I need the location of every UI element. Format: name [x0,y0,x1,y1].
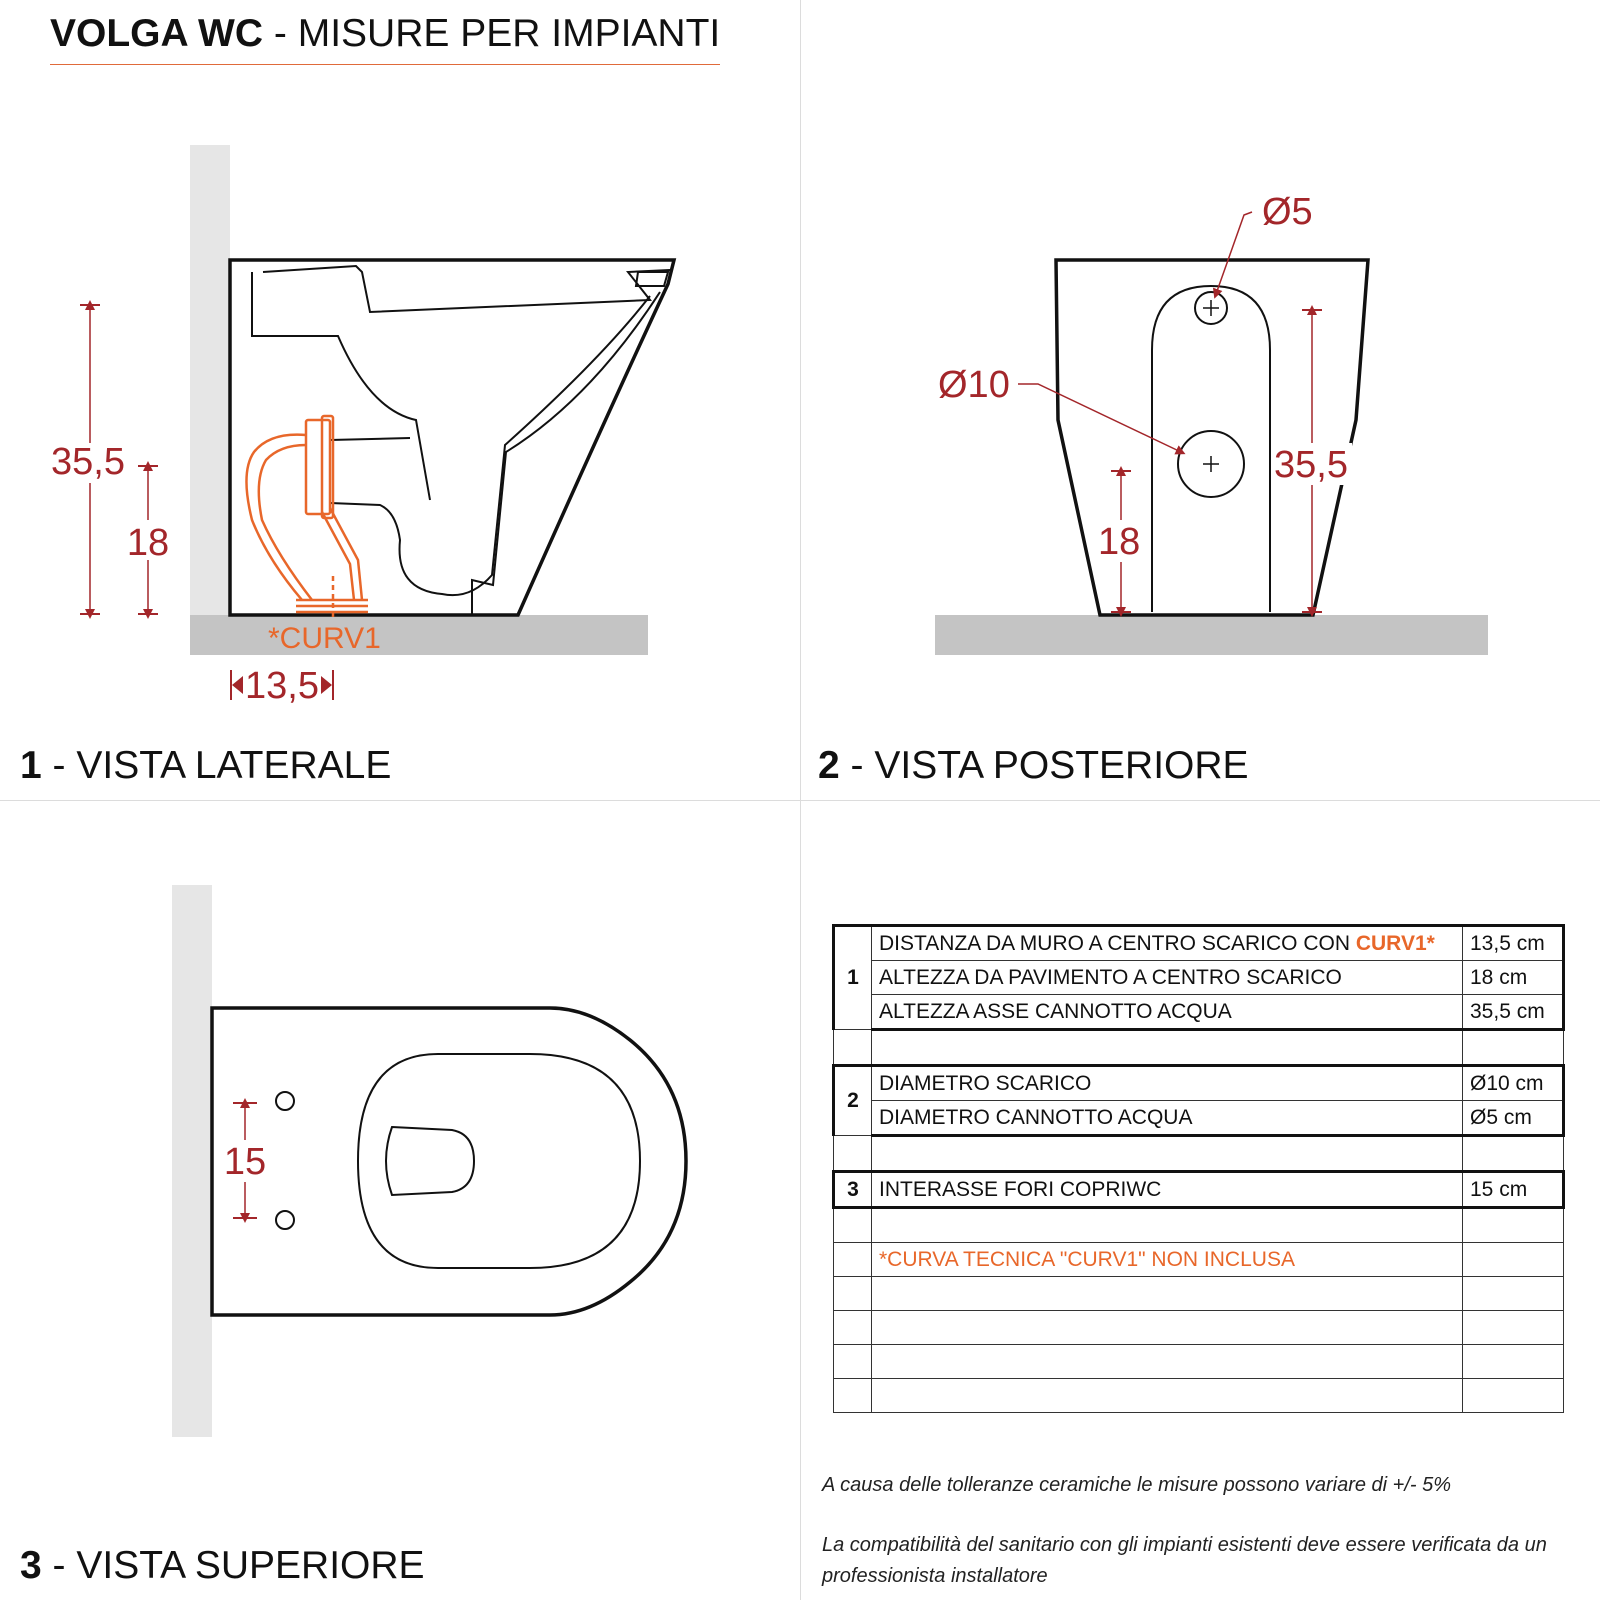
seat-hole-top [276,1092,294,1110]
table-row-empty [834,1136,1564,1172]
table-row [834,961,1564,995]
supply-height-label: 35,5 [51,441,125,483]
rear-supply-height-label: 35,5 [1274,444,1348,486]
supply-diameter-label: Ø5 [1262,191,1313,233]
row-description: INTERASSE FORI COPRIWC [872,1172,1463,1208]
curv1-tag: *CURV1 [268,622,381,655]
product-name: VOLGA WC [50,12,264,55]
row-value: Ø5 cm [1463,1101,1564,1136]
table-row-empty [834,1345,1564,1379]
wall [190,145,230,655]
table-row [834,1066,1564,1101]
compatibility-note: La compatibilità del sanitario con gli impianti esistenti deve essere verificata da un professionista installatore [822,1534,1547,1587]
bowl-drain [386,1127,474,1195]
table-row [834,1243,1564,1277]
view-title-rear: 2 - VISTA POSTERIORE [818,744,1249,787]
row-value: 18 cm [1463,961,1564,995]
table-row [834,1172,1564,1208]
row-value: Ø10 cm [1463,1066,1564,1101]
spec-table [832,924,1565,1413]
wc-side-outline [230,260,674,615]
group-number: 1 [834,926,872,1030]
table-row-empty [834,1030,1564,1066]
floor [935,615,1488,655]
table-row [834,995,1564,1030]
drain-height-label: 18 [126,522,170,564]
view-title-side: 1 - VISTA LATERALE [20,744,392,787]
wall [172,885,212,1437]
rear-channel [1152,286,1270,612]
horizontal-divider [0,800,1600,801]
row-value: 13,5 cm [1463,926,1564,961]
table-row [834,1101,1564,1136]
curv1-highlight: CURV1* [1355,931,1435,955]
row-value: 35,5 cm [1463,995,1564,1030]
floor [190,615,648,655]
rear-drain-height-label: 18 [1098,521,1141,563]
row-description: DIAMETRO CANNOTTO ACQUA [872,1101,1463,1136]
row-description: DISTANZA DA MURO A CENTRO SCARICO CON CURV1* [872,926,1463,961]
rear-view-drawing [800,0,1600,720]
row-description: ALTEZZA DA PAVIMENTO A CENTRO SCARICO [872,961,1463,995]
side-view-drawing [0,0,800,720]
row-description: DIAMETRO SCARICO [872,1066,1463,1101]
curv1-pipe [246,416,368,618]
title-rest: - MISURE PER IMPIANTI [263,12,721,55]
bowl-rim [358,1054,640,1268]
tolerance-note: A causa delle tolleranze ceramiche le misure possono variare di +/- 5% [822,1474,1452,1496]
table-row-empty [834,1311,1564,1345]
top-view-drawing [0,850,800,1450]
curv1-note: *CURVA TECNICA "CURV1" NON INCLUSA [872,1243,1463,1277]
table-row-empty [834,1277,1564,1311]
table-row-empty [834,1208,1564,1243]
table-row-empty [834,1379,1564,1413]
view-title-top: 3 - VISTA SUPERIORE [20,1544,425,1587]
row-value: 15 cm [1463,1172,1564,1208]
wall-distance-label: 13,5 [245,665,319,707]
group-number: 3 [834,1172,872,1208]
drain-diameter-label: Ø10 [938,364,1010,406]
row-description: ALTEZZA ASSE CANNOTTO ACQUA [872,995,1463,1030]
group-number: 2 [834,1066,872,1136]
seat-hole-bottom [276,1211,294,1229]
table-row [834,926,1564,961]
seat-holes-distance-label: 15 [223,1141,267,1183]
